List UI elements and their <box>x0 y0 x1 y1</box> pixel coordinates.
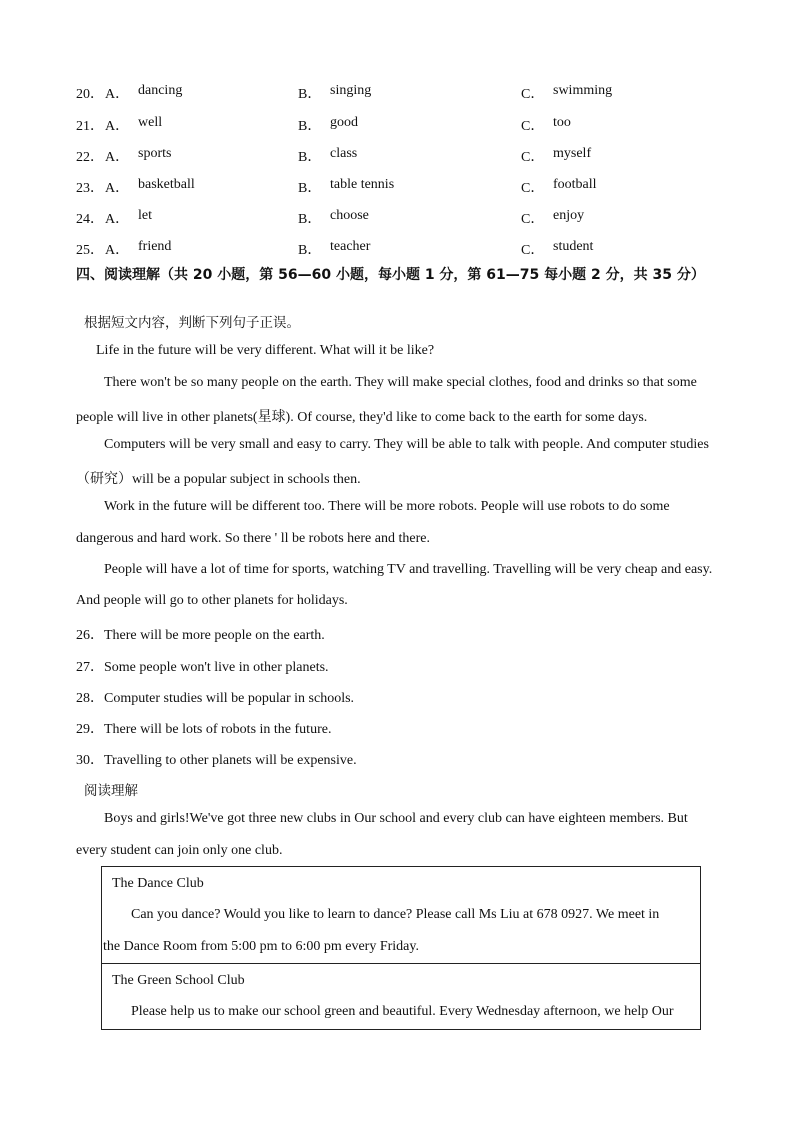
question-number: 30． <box>76 753 104 768</box>
option-c-label: C． <box>521 119 545 134</box>
option-b-label: B． <box>298 212 322 227</box>
question-number: 23． <box>76 181 104 196</box>
question-item <box>76 687 354 707</box>
option-b-text: teacher <box>330 239 371 254</box>
option-a-label: A． <box>105 243 130 258</box>
option-a-text: let <box>138 208 152 223</box>
club-text: Please help us to make our school green and beautiful. Every Wednesday afternoon, we help Our <box>131 1004 674 1019</box>
question-item <box>76 749 357 769</box>
option-c-text: football <box>553 177 597 192</box>
section-heading: 四、阅读理解（共 20 小题，第 56—60 小题，每小题 1 分，第 61—75 每小题 2 分，共 35 分） <box>76 267 705 283</box>
option-c-label: C． <box>521 150 545 165</box>
club-text: the Dance Room from 5:00 pm to 6:00 pm every Friday. <box>103 939 419 954</box>
question-item <box>76 718 331 738</box>
option-a-text: friend <box>138 239 172 254</box>
option-b-label: B． <box>298 181 322 196</box>
passage-line: Boys and girls!We've got three new clubs in Our school and every club can have eighteen members. But <box>104 811 688 826</box>
passage-line: Computers will be very small and easy to carry. They will be able to talk with people. And computer studies <box>104 437 709 452</box>
option-b-text: table tennis <box>330 177 395 192</box>
passage-line: dangerous and hard work. So there ' ll be robots here and there. <box>76 531 430 546</box>
question-number: 26． <box>76 628 104 643</box>
option-row-20 <box>76 83 756 103</box>
option-c-text: too <box>553 115 571 130</box>
option-c-label: C． <box>521 243 545 258</box>
question-item <box>76 656 329 676</box>
option-row-23 <box>76 177 756 197</box>
question-number: 25． <box>76 243 104 258</box>
passage-line: Work in the future will be different too. There will be more robots. People will use robots to do some <box>104 499 670 514</box>
option-a-text: basketball <box>138 177 195 192</box>
option-a-label: A． <box>105 150 130 165</box>
question-number: 27． <box>76 660 104 675</box>
option-a-label: A． <box>105 212 130 227</box>
option-c-label: C． <box>521 181 545 196</box>
option-c-text: swimming <box>553 83 613 98</box>
option-b-label: B． <box>298 150 322 165</box>
question-number: 21． <box>76 119 104 134</box>
reading-label: 阅读理解 <box>84 783 138 799</box>
club-text: Can you dance? Would you like to learn to dance? Please call Ms Liu at 678 0927. We meet in <box>131 907 660 922</box>
option-row-21 <box>76 115 756 135</box>
question-number: 24． <box>76 212 104 227</box>
question-text: Computer studies will be popular in schools. <box>104 691 355 706</box>
question-text: There will be lots of robots in the future. <box>104 722 332 737</box>
option-b-text: good <box>330 115 358 130</box>
passage-line: every student can join only one club. <box>76 843 283 858</box>
question-text: There will be more people on the earth. <box>104 628 325 643</box>
club-title: The Dance Club <box>112 876 204 891</box>
question-number: 22． <box>76 150 104 165</box>
option-a-label: A． <box>105 181 130 196</box>
club-title: The Green School Club <box>112 973 245 988</box>
option-b-label: B． <box>298 243 322 258</box>
option-b-label: B． <box>298 119 322 134</box>
option-row-22 <box>76 146 756 166</box>
option-row-25 <box>76 239 756 259</box>
option-a-label: A． <box>105 87 130 102</box>
passage-line: There won't be so many people on the earth. They will make special clothes, food and drinks so that some <box>104 375 697 390</box>
option-a-text: well <box>138 115 163 130</box>
question-text: Travelling to other planets will be expensive. <box>104 753 357 768</box>
question-number: 20． <box>76 87 104 102</box>
option-c-text: myself <box>553 146 592 161</box>
question-item <box>76 624 325 644</box>
option-a-text: dancing <box>138 83 183 98</box>
passage-line: People will have a lot of time for sports, watching TV and travelling. Travelling will be very cheap and easy. <box>104 562 713 577</box>
option-c-text: student <box>553 239 594 254</box>
option-row-24 <box>76 208 756 228</box>
passage-line: （研究）will be a popular subject in schools then. <box>76 472 361 487</box>
option-b-text: choose <box>330 208 369 223</box>
passage-line: Life in the future will be very different. What will it be like? <box>96 343 435 358</box>
question-number: 28． <box>76 691 104 706</box>
option-b-label: B． <box>298 87 322 102</box>
option-a-label: A． <box>105 119 130 134</box>
passage-line: people will live in other planets(星球). Of course, they'd like to come back to the earth for some days. <box>76 410 648 425</box>
passage-line: And people will go to other planets for holidays. <box>76 593 348 608</box>
question-number: 29． <box>76 722 104 737</box>
option-c-label: C． <box>521 87 545 102</box>
question-text: Some people won't live in other planets. <box>104 660 329 675</box>
option-b-text: class <box>330 146 358 161</box>
instruction-text: 根据短文内容，判断下列句子正误。 <box>84 315 300 331</box>
option-c-text: enjoy <box>553 208 585 223</box>
option-b-text: singing <box>330 83 372 98</box>
option-a-text: sports <box>138 146 172 161</box>
option-c-label: C． <box>521 212 545 227</box>
